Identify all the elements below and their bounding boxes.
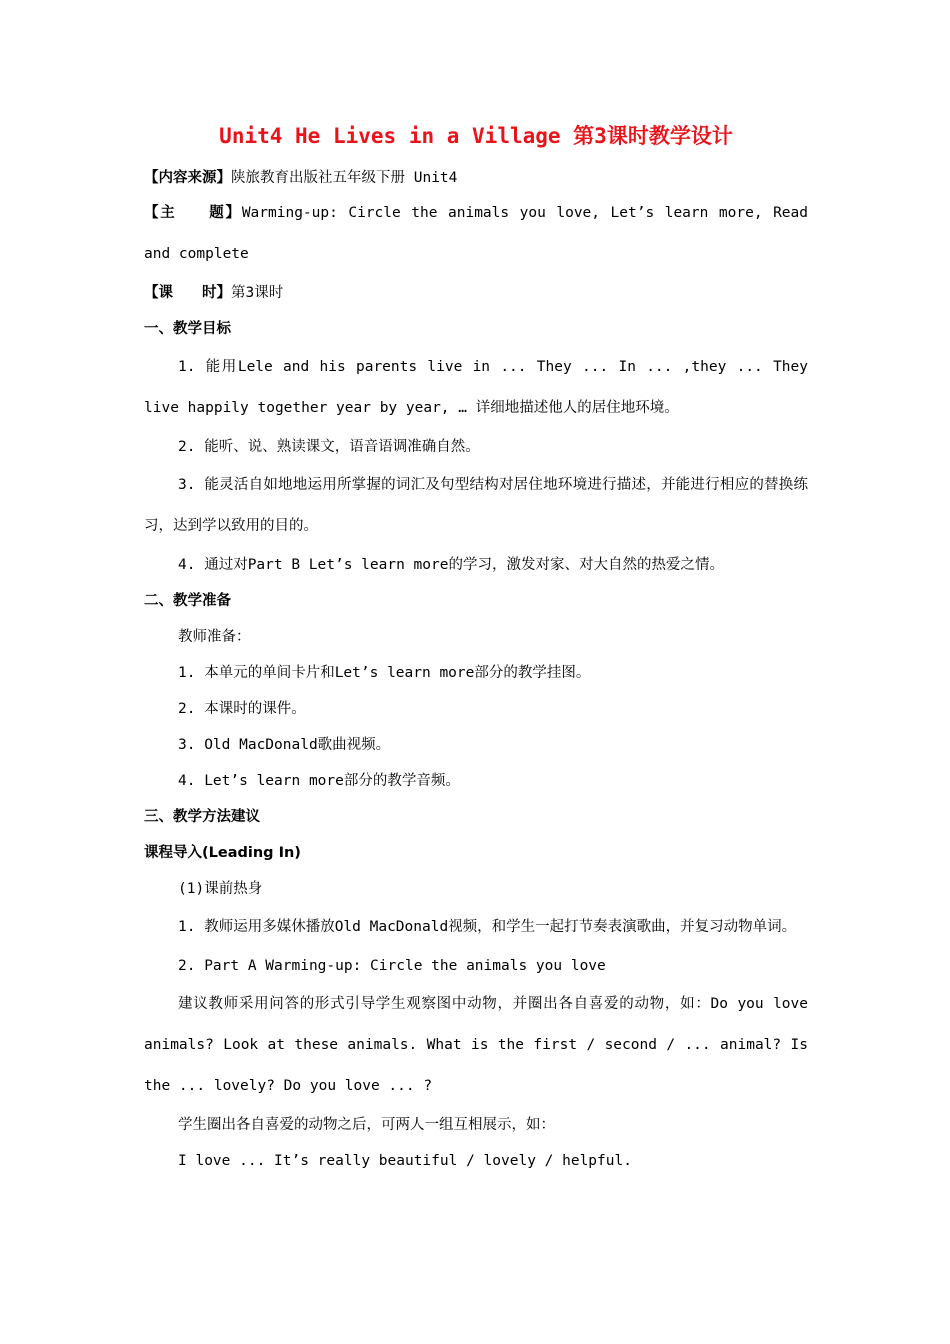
section-heading-methods: 三、教学方法建议 [144,809,260,825]
leading-in-heading: 课程导入(Leading In) [144,845,301,861]
topic-label: 【主 题】 [144,205,242,221]
topic-value: Warming-up: Circle the animals you love, Let’s learn more, Read and complete [144,205,808,262]
step-item-2: 2. Part A Warming-up: Circle the animals you love [178,958,606,974]
example-sentence: I love ... It’s really beautiful / lovely / helpful. [178,1153,632,1169]
prep-intro: 教师准备： [178,629,251,645]
goal-item-2: 2. 能听、说、熟读课文，语音语调准确自然。 [178,439,480,455]
period-label: 【课 时】 [144,285,231,301]
warmup-heading: (1)课前热身 [178,881,263,897]
step-item-1: 1. 教师运用多媒休播放Old MacDonald视频，和学生一起打节奏表演歌曲，并复习动物单词。 [178,919,797,935]
section-heading-goals: 一、教学目标 [144,321,231,337]
suggestion-paragraph: 建议教师采用问答的形式引导学生观察图中动物，并圈出各自喜爱的动物，如：Do you love animals? Look at these animals. What is the first / second / ... animal? Is the ... lovely? Do you love ... ? [144,996,808,1094]
prep-item-2: 2. 本课时的课件。 [178,701,306,717]
period-value: 第3课时 [231,285,284,301]
prep-item-4: 4. Let’s learn more部分的教学音频。 [178,773,460,789]
prep-item-1: 1. 本单元的单间卡片和Let’s learn more部分的教学挂图。 [178,665,591,681]
document-page [144,118,808,1179]
document-title: Unit4 He Lives in a Village 第3课时教学设计 [219,124,733,148]
period-line [144,275,808,311]
source-label: 【内容来源】 [144,170,231,186]
topic-line [144,193,808,275]
prep-item-3: 3. Old MacDonald歌曲视频。 [178,737,391,753]
source-line [144,160,808,196]
goal-item-4: 4. 通过对Part B Let’s learn more的学习，激发对家、对大自然的热爱之情。 [178,557,724,573]
section-heading-preparation: 二、教学准备 [144,593,231,609]
source-value: 陕旅教育出版社五年级下册 Unit4 [231,170,458,186]
pair-paragraph: 学生圈出各自喜爱的动物之后，可两人一组互相展示，如： [178,1117,555,1133]
goal-item-3: 3. 能灵活自如地地运用所掌握的词汇及句型结构对居住地环境进行描述，并能进行相应的替换练习，达到学以致用的目的。 [144,477,808,534]
goal-item-1: 1. 能用Lele and his parents live in ... They ... In ... ,they ... They live happily together year by year, … 详细地描述他人的居住地环境。 [144,359,808,416]
